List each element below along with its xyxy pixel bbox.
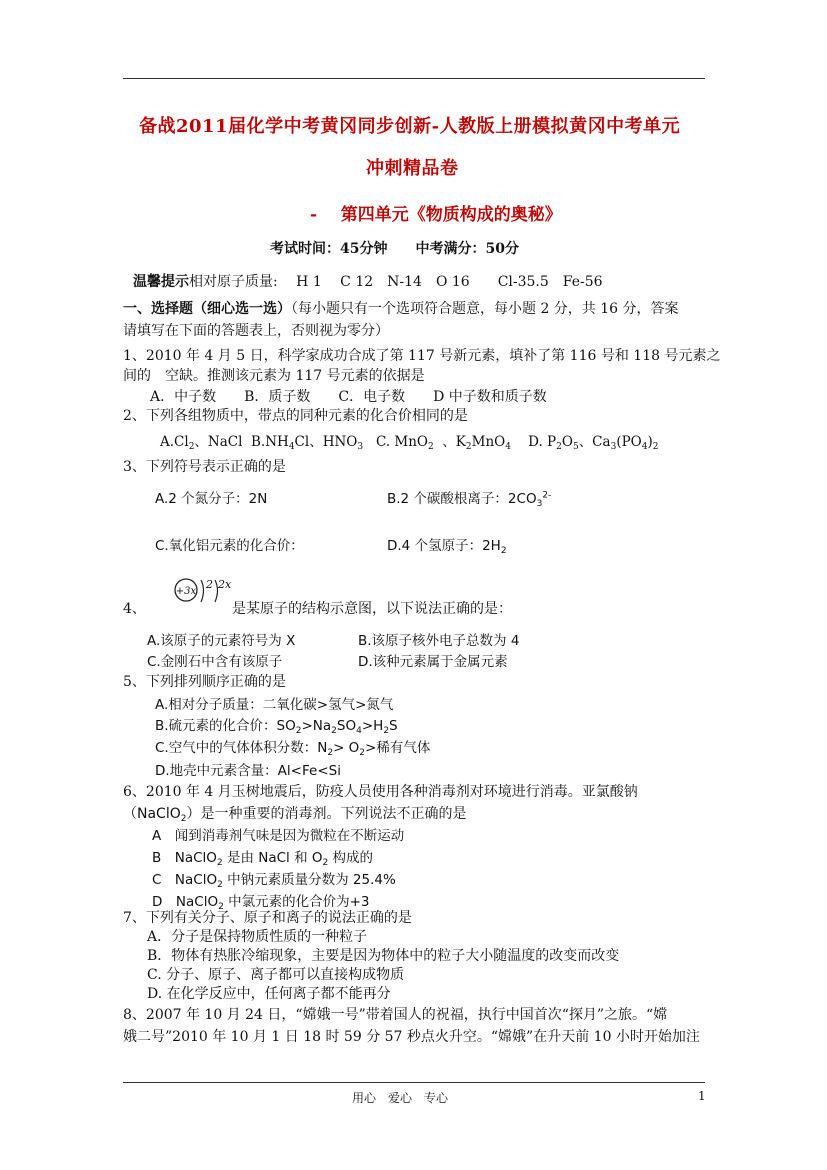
unit-title-row: [310, 200, 562, 225]
q4-option-d: D.该种元素属于金属元素: [358, 654, 508, 670]
q1-line2: 间的 空缺。推测该元素为 117 号元素的依据是: [123, 368, 425, 384]
atom-shell-1: 2: [206, 578, 213, 591]
q3-stem: 3、下列符号表示正确的是: [123, 459, 286, 475]
q6-option-d: D NaClO$_2$ 中氯元素的化合价为+3: [152, 894, 370, 912]
q1-line1: 1、2010 年 4 月 5 日，科学家成功合成了第 117 号新元素，填补了第 116 号和 118 号元素之: [123, 348, 721, 364]
atom-structure-diagram: [170, 570, 240, 610]
unit-prefix: -: [310, 205, 318, 225]
q5-option-c: C.空气中的气体体积分数：$N_2> O_2>$稀有气体: [155, 740, 431, 758]
q3-option-a: A.2 个氮分子：2N: [155, 491, 268, 507]
q7-option-a: A．分子是保持物质性质的一种粒子: [147, 929, 368, 945]
q6-option-b: B NaClO$_2$ 是由 NaCl 和 $O_2$ 构成的: [152, 850, 374, 868]
q4-option-b: B.该原子核外电子总数为 4: [358, 633, 520, 649]
q7-option-b: B．物体有热胀冷缩现象，主要是因为物体中的粒子大小随温度的改变而改变: [147, 948, 620, 964]
q3-option-c: C.氧化铝元素的化合价：: [155, 538, 304, 554]
tip-label: 温馨提示: [133, 274, 189, 290]
q3-option-d: D.4 个氢原子：$2H_2$: [387, 538, 507, 556]
header-rule: [123, 78, 705, 79]
section1-heading-line2: 请填写在下面的答题表上，否则视为零分）: [123, 323, 389, 339]
atom-shell-2: 2x: [218, 578, 232, 591]
exam-info: 考试时间：45分钟 中考满分：50分: [270, 241, 519, 257]
q7-stem: 7、下列有关分子、原子和离子的说法正确的是: [123, 910, 412, 926]
q8-line1: 8、2007 年 10 月 24 日，“嫦娥一号”带着国人的祝福，执行中国首次“探月”之旅。“嫦: [123, 1007, 668, 1023]
q5-option-a: A.相对分子质量：二氧化碳>氢气>氮气: [155, 697, 394, 713]
section1-heading-rest: （每小题只有一个选项符合题意，每小题 2 分，共 16 分，答案: [291, 301, 679, 317]
q4-option-c: C.金刚石中含有该原子: [147, 654, 283, 670]
atom-nucleus-label: +3x: [175, 586, 197, 597]
q4-stem: 是某原子的结构示意图，以下说法正确的是：: [232, 601, 512, 617]
q6-line1: 6、2010 年 4 月玉树地震后，防疫人员使用各种消毒剂对环境进行消毒。亚氯酸钠: [123, 784, 638, 800]
page-number: 1: [698, 1089, 706, 1103]
footer-rule: [123, 1082, 705, 1083]
q6-option-c: C NaClO$_2$ 中钠元素质量分数为 25.4%: [152, 872, 396, 890]
q6-option-a: A 闻到消毒剂气味是因为微粒在不断运动: [152, 828, 405, 844]
q5-option-b: B.硫元素的化合价：$SO_2>Na_2SO_4>H_2S$: [155, 718, 398, 736]
q5-stem: 5、下列排列顺序正确的是: [123, 674, 286, 690]
section1-heading-bold: 一、选择题（细心选一选）: [123, 301, 291, 317]
q5-option-d: D.地壳中元素含量：Al<Fe<Si: [155, 763, 341, 779]
q4-option-a: A.该原子的元素符号为 X: [147, 633, 296, 649]
tip-text: 相对原子质量: H 1 C 12 N-14 O 16 Cl-35.5 Fe-56: [189, 274, 603, 290]
q7-option-c: C. 分子、原子、离子都可以直接构成物质: [147, 967, 405, 983]
q3-option-b: B.2 个碳酸根离子：$2CO_3^{2-}$: [387, 490, 552, 509]
footer-motto: 用心 爱心 专心: [352, 1091, 449, 1105]
title-line-1: 备战2011届化学中考黄冈同步创新-人教版上册模拟黄冈中考单元: [139, 116, 681, 137]
title-line-2: 冲刺精品卷: [366, 158, 459, 179]
q6-line2: （NaClO$_2$）是一种重要的消毒剂。下列说法不正确的是: [123, 806, 467, 824]
tip-row: [133, 271, 603, 291]
q8-line2: 娥二号”2010 年 10 月 1 日 18 时 59 分 57 秒点火升空。“嫦娥”在升天前 10 小时开始加注: [123, 1029, 700, 1045]
q7-option-d: D. 在化学反应中，任何离子都不能再分: [147, 986, 391, 1002]
q2-stem: 2、下列各组物质中，带点的同种元素的化合价相同的是: [123, 408, 468, 424]
q1-options: A．中子数 B．质子数 C．电子数 D 中子数和质子数: [150, 389, 547, 405]
q2-options: $A.Cl_2$、NaCl $B.NH_4Cl$、$HNO_3$ C. MnO$_2$ 、$K_2MnO_4$ D. $P_2O_5$、$Ca_3(PO_4)_2$: [160, 434, 659, 452]
section1-heading: [123, 298, 679, 318]
q4-num: 4、: [123, 601, 146, 617]
unit-title: 第四单元《物质构成的奥秘》: [340, 205, 562, 225]
